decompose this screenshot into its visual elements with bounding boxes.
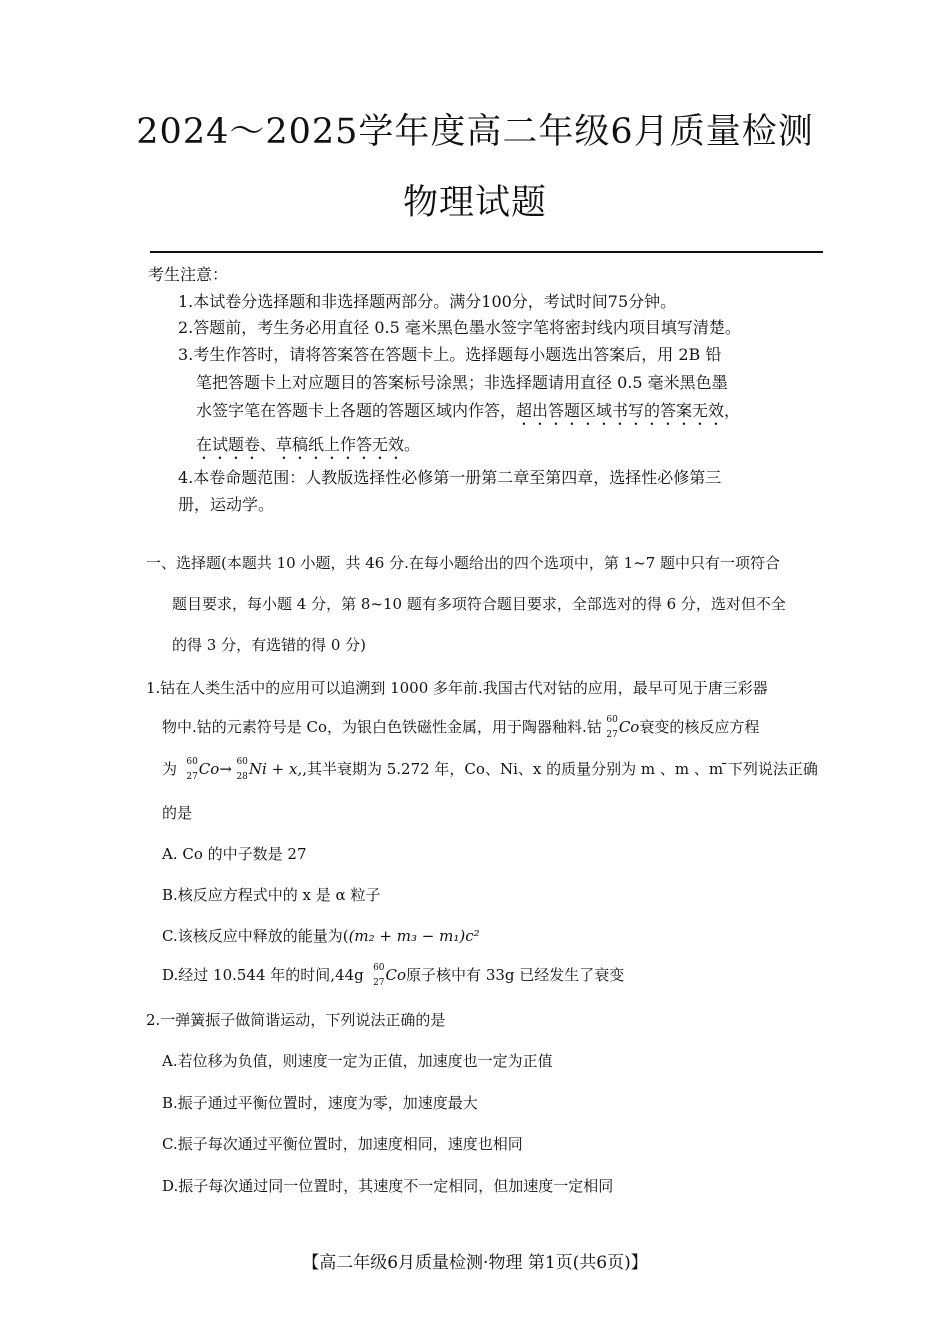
nuclide-cobalt: 60 27 <box>606 715 618 740</box>
emphasized-warning: 超出答题区域书写的答案无效 <box>516 401 725 420</box>
nuclide-nickel: 60 28 <box>236 757 248 782</box>
section-instructions-line-3: 的得 3 分，有选错的得 0 分) <box>172 636 367 654</box>
notice-item-3-line-2: 笔把答题卡上对应题目的答案标号涂黑；非选择题请用直径 0.5 毫米黑色墨 <box>196 373 728 392</box>
symbol-ni: Ni <box>248 760 267 778</box>
title-divider <box>150 251 823 253</box>
page-footer: 【高二年级6月质量检测·物理 第1页(共6页)】 <box>302 1253 648 1273</box>
q2-stem: 2.一弹簧振子做简谐运动，下列说法正确的是 <box>146 1011 446 1029</box>
notice-item-2: 2.答题前，考生务必用直径 0.5 毫米黑色墨水签字笔将密封线内项目填写清楚。 <box>178 318 741 337</box>
q1-stem-line-1: 1.钴在人类生活中的应用可以追溯到 1000 多年前.我国古代对钴的应用，最早可见于唐三彩器 <box>146 679 768 697</box>
exam-title: 2024～2025学年度高二年级6月质量检测 <box>136 112 814 152</box>
option-text: 原子核中有 33g 已经发生了衰变 <box>406 966 625 984</box>
subject-title: 物理试题 <box>402 183 547 223</box>
q1-stem-line-3 <box>162 758 818 782</box>
notice-text: ， <box>724 401 741 420</box>
q1-text: 为 <box>162 760 178 778</box>
nuclide-cobalt: 60 27 <box>373 963 385 988</box>
notice-item-3-line-4 <box>196 432 420 463</box>
symbol-co: Co <box>385 966 407 984</box>
notice-heading: 考生注意： <box>148 265 229 284</box>
energy-formula: (m₂ + m₃ − m₁)c² <box>348 927 480 945</box>
q1-option-b[interactable]: B.核反应方程式中的 x 是 α 粒子 <box>162 886 381 904</box>
notice-item-1: 1.本试卷分选择题和非选择题两部分。满分100分，考试时间75分钟。 <box>178 292 677 311</box>
option-text: C.该核反应中释放的能量为( <box>162 927 349 945</box>
emphasized-warning: 在试题卷、草稿纸上作答无效 <box>196 435 405 454</box>
q1-text: 衰变的核反应方程 <box>639 718 760 736</box>
symbol-co: Co <box>618 718 640 736</box>
q1-option-a[interactable]: A. Co 的中子数是 27 <box>162 845 307 863</box>
q1-text: 物中.钴的元素符号是 Co，为银白色铁磁性金属，用于陶器釉料.钴 <box>162 718 602 736</box>
q2-option-d[interactable]: D.振子每次通过同一位置时，其速度不一定相同，但加速度一定相同 <box>162 1177 614 1195</box>
notice-item-3-line-3 <box>196 398 740 429</box>
q2-option-b[interactable]: B.振子通过平衡位置时，速度为零，加速度最大 <box>162 1094 478 1112</box>
q1-stem-line-4: 的是 <box>162 804 193 822</box>
reaction-product: + x, <box>271 760 303 778</box>
q1-option-d[interactable] <box>162 964 624 988</box>
notice-item-4-line-2: 册，运动学。 <box>178 495 275 514</box>
q2-option-a[interactable]: A.若位移为负值，则速度一定为正值，加速度也一定为正值 <box>162 1052 553 1070</box>
reaction-arrow: → <box>219 760 232 778</box>
q1-option-c[interactable] <box>162 925 480 946</box>
q1-stem-line-2 <box>162 716 759 740</box>
notice-text: 水签字笔在答题卡上各题的答题区域内作答， <box>196 401 517 420</box>
option-text: D.经过 10.544 年的时间,44g <box>162 966 364 984</box>
section-instructions-line-2: 题目要求，每小题 4 分，第 8~10 题有多项符合题目要求，全部选对的得 6 分，选对但不全 <box>172 595 786 613</box>
symbol-co: Co <box>198 760 220 778</box>
section-heading: 一、选择题(本题共 10 小题，共 46 分.在每小题给出的四个选项中，第 1~7 题中只有一项符合 <box>146 554 781 572</box>
notice-item-3-line-1: 3.考生作答时，请将答案答在答题卡上。选择题每小题选出答案后，用 2B 铅 <box>178 345 722 364</box>
nuclide-cobalt: 60 27 <box>186 757 198 782</box>
notice-text: 。 <box>404 435 421 454</box>
q1-text: ,其半衰期为 5.272 年，Co、Ni、x 的质量分别为 m 、m 、m ̄下列说法正确 <box>302 760 818 778</box>
q2-option-c[interactable]: C.振子每次通过平衡位置时，加速度相同，速度也相同 <box>162 1135 523 1153</box>
notice-item-4-line-1: 4.本卷命题范围：人教版选择性必修第一册第二章至第四章，选择性必修第三 <box>178 468 722 487</box>
